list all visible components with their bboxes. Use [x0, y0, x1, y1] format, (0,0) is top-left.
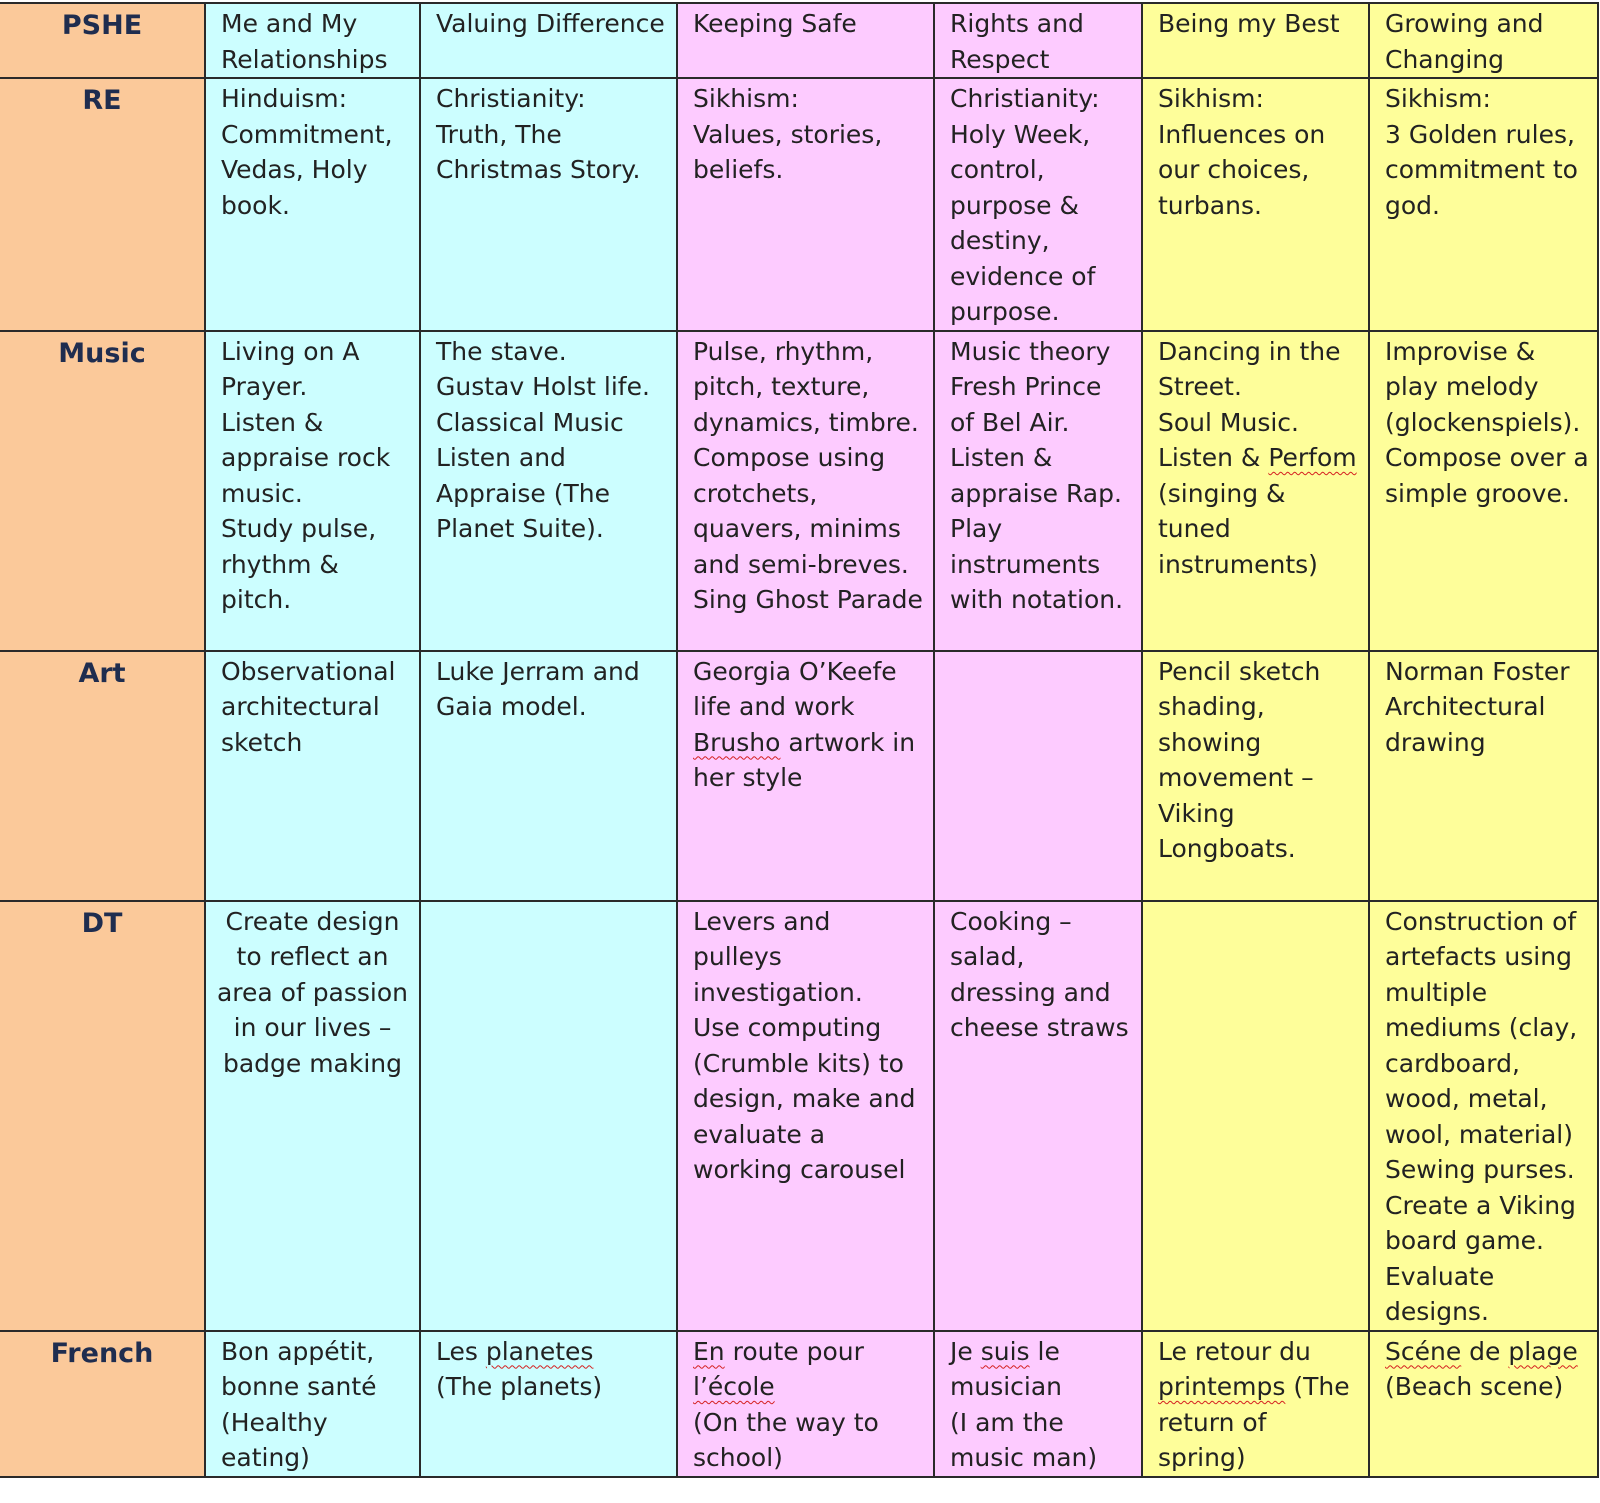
cell-re-6: Sikhism: 3 Golden rules, commitment to god. [1369, 78, 1598, 331]
cell-art-5: Pencil sketch shading, showing movement – Viking Longboats. [1142, 651, 1369, 901]
cell-dt-3: Levers and pulleys investigation. Use computing (Crumble kits) to design, make and evaluate a working carousel [677, 901, 934, 1331]
cell-re-4: Christianity: Holy Week, control, purpose & destiny, evidence of purpose. [934, 78, 1142, 331]
cell-pshe-6: Growing and Changing [1369, 3, 1598, 78]
curriculum-body [0, 3, 1598, 1477]
cell-pshe-3: Keeping Safe [677, 3, 934, 78]
cell-french-1: Bon appétit, bonne santé (Healthy eating) [205, 1331, 420, 1477]
subject-label-french: French [0, 1331, 205, 1477]
cell-music-1: Living on A Prayer. Listen & appraise rock music. Study pulse, rhythm & pitch. [205, 331, 420, 651]
cell-re-1: Hinduism: Commitment, Vedas, Holy book. [205, 78, 420, 331]
cell-dt-5 [1142, 901, 1369, 1331]
cell-art-6: Norman Foster Architectural drawing [1369, 651, 1598, 901]
cell-re-5: Sikhism: Influences on our choices, turbans. [1142, 78, 1369, 331]
cell-dt-1: Create design to reflect an area of passion in our lives – badge making [205, 901, 420, 1331]
cell-dt-6: Construction of artefacts using multiple mediums (clay, cardboard, wood, metal, wool, material) Sewing purses. Create a Viking board game. Evaluate designs. [1369, 901, 1598, 1331]
subject-label-dt: DT [0, 901, 205, 1331]
cell-art-1: Observational architectural sketch [205, 651, 420, 901]
row-dt [0, 901, 1598, 1331]
curriculum-table [0, 2, 1599, 1478]
cell-art-4 [934, 651, 1142, 901]
subject-label-re: RE [0, 78, 205, 331]
cell-pshe-2: Valuing Difference [420, 3, 677, 78]
cell-dt-2 [420, 901, 677, 1331]
cell-music-6: Improvise & play melody (glockenspiels). Compose over a simple groove. [1369, 331, 1598, 651]
cell-music-4: Music theory Fresh Prince of Bel Air. Listen & appraise Rap. Play instruments with notation. [934, 331, 1142, 651]
cell-dt-4: Cooking – salad, dressing and cheese straws [934, 901, 1142, 1331]
subject-label-art: Art [0, 651, 205, 901]
cell-french-4: Je suis le musician (I am the music man) [934, 1331, 1142, 1477]
row-art [0, 651, 1598, 901]
cell-french-2: Les planetes (The planets) [420, 1331, 677, 1477]
cell-pshe-4: Rights and Respect [934, 3, 1142, 78]
cell-music-3: Pulse, rhythm, pitch, texture, dynamics, timbre. Compose using crotchets, quavers, minims and semi-breves. Sing Ghost Parade [677, 331, 934, 651]
subject-label-music: Music [0, 331, 205, 651]
cell-french-5: Le retour du printemps (The return of spring) [1142, 1331, 1369, 1477]
row-french [0, 1331, 1598, 1477]
row-music [0, 331, 1598, 651]
cell-music-2: The stave. Gustav Holst life. Classical Music Listen and Appraise (The Planet Suite). [420, 331, 677, 651]
row-pshe [0, 3, 1598, 78]
cell-re-2: Christianity: Truth, The Christmas Story. [420, 78, 677, 331]
cell-pshe-1: Me and My Relationships [205, 3, 420, 78]
cell-art-2: Luke Jerram and Gaia model. [420, 651, 677, 901]
row-re [0, 78, 1598, 331]
cell-art-3: Georgia O’Keefe life and work Brusho artwork in her style [677, 651, 934, 901]
cell-pshe-5: Being my Best [1142, 3, 1369, 78]
cell-re-3: Sikhism: Values, stories, beliefs. [677, 78, 934, 331]
cell-french-3: En route pour l’école (On the way to school) [677, 1331, 934, 1477]
cell-music-5: Dancing in the Street. Soul Music. Listen & Perfom (singing & tuned instruments) [1142, 331, 1369, 651]
subject-label-pshe: PSHE [0, 3, 205, 78]
cell-french-6: Scéne de plage (Beach scene) [1369, 1331, 1598, 1477]
